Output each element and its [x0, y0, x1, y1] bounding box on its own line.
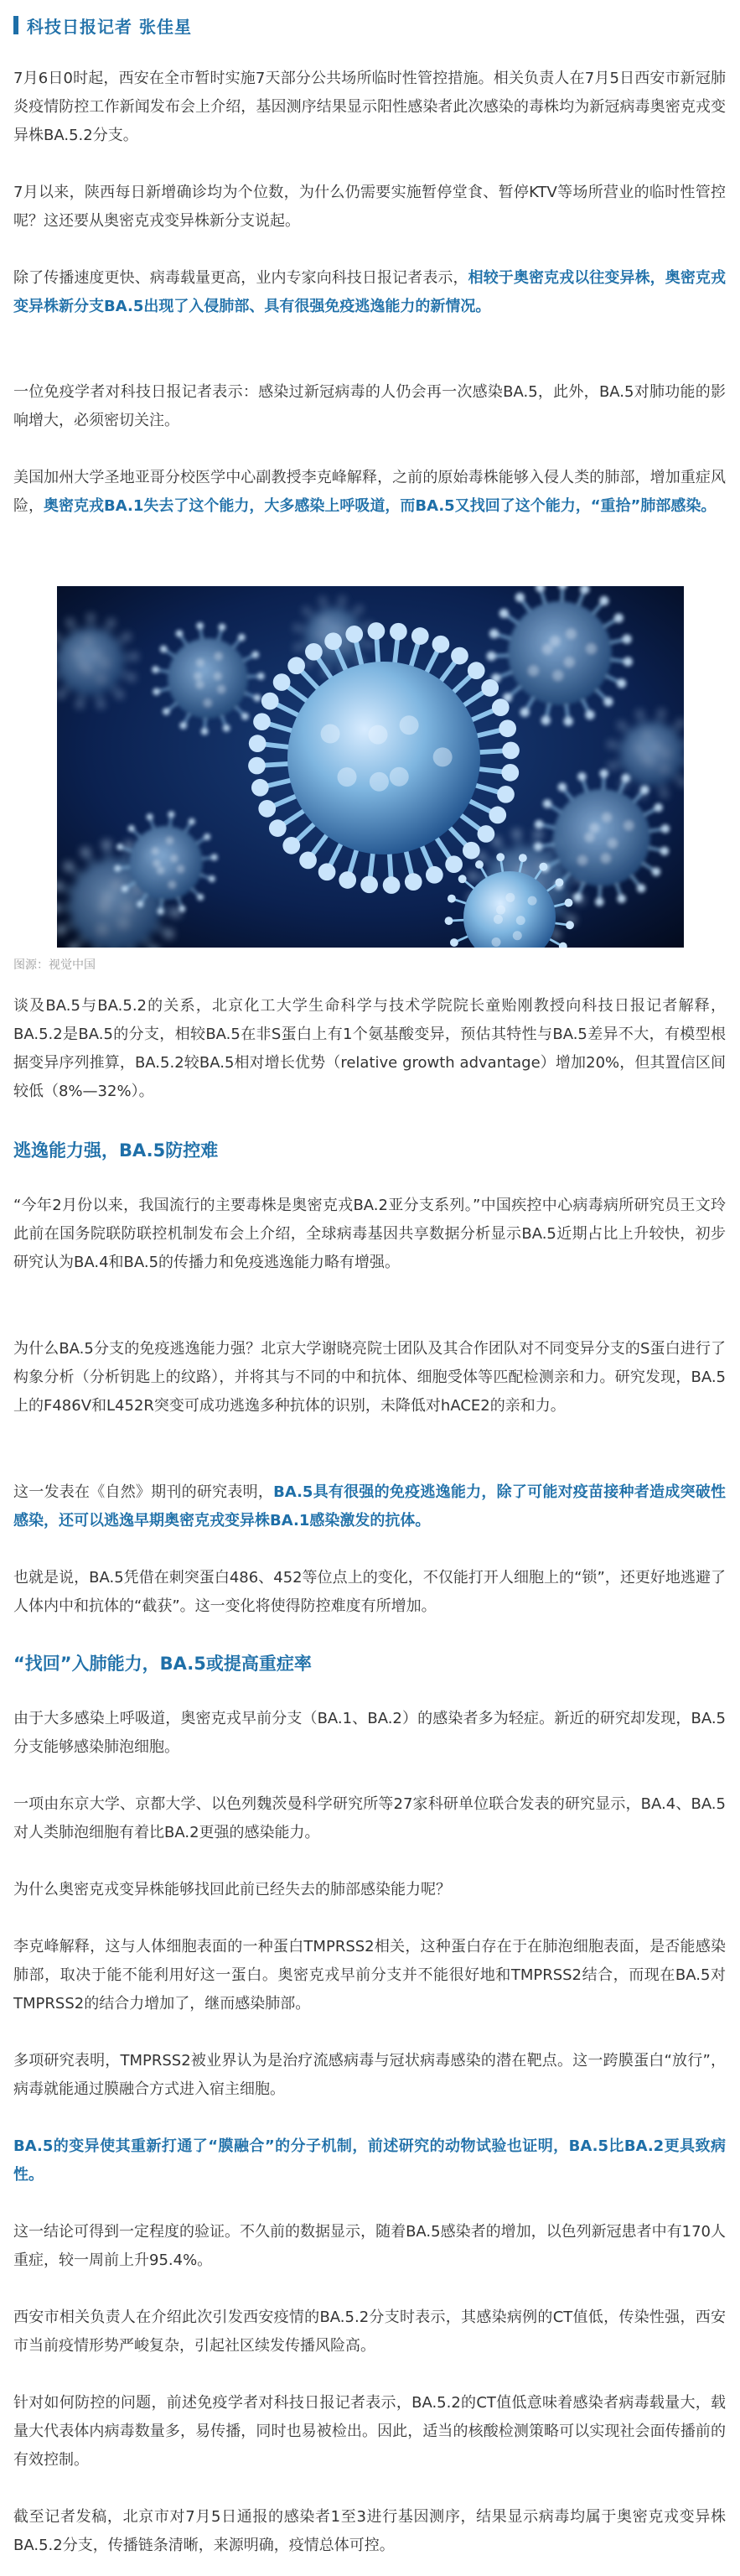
- paragraph-11: 由于大多感染上呼吸道，奥密克戎早前分支（BA.1、BA.2）的感染者多为轻症。新近的研究却发现，BA.5分支能够感染肺泡细胞。: [13, 1710, 726, 1756]
- paragraph-20: 截至记者发稿，北京市对7月5日通报的感染者1至3进行基因测序，结果显示病毒均属于奥密克戎变异株BA.5.2分支，传播链条清晰，来源明确，疫情总体可控。: [13, 2508, 726, 2554]
- paragraph-12: 一项由东京大学、京都大学、以色列魏茨曼科学研究所等27家科研单位联合发表的研究显示，BA.4、BA.5对人类肺泡细胞有着比BA.2更强的感染能力。: [13, 1795, 726, 1841]
- paragraph-10: 也就是说，BA.5凭借在刺突蛋白486、452等位点上的变化，不仅能打开人细胞上的“锁”，还更好地逃避了人体内中和抗体的“截获”。这一变化将使得防控难度有所增加。: [13, 1569, 726, 1615]
- paragraph-3-highlight: 相较于奥密克戎以往变异株，奥密克戎变异株新分支BA.5出现了入侵肺部、具有很强免疫逃逸能力的新情况。: [13, 269, 726, 315]
- subheading-2: “找回”入肺能力，BA.5或提高重症率: [13, 1654, 312, 1674]
- paragraph-5-highlight: 奥密克戎BA.1失去了这个能力，大多感染上呼吸道，而BA.5又找回了这个能力，“重拾”肺部感染。: [44, 497, 717, 515]
- paragraph-18: 西安市相关负责人在介绍此次引发西安疫情的BA.5.2分支时表示，其感染病例的CT值低，传染性强，西安市当前疫情形势严峻复杂，引起社区续发传播风险高。: [13, 2309, 726, 2355]
- virus-illustration: [57, 586, 684, 948]
- paragraph-9: [13, 1478, 726, 1535]
- paragraph-5-text: 美国加州大学圣地亚哥分校医学中心副教授李克峰解释，之前的原始毒株能够入侵人类的肺部，增加重症风险，: [13, 469, 726, 515]
- paragraph-9-text: 这一发表在《自然》期刊的研究表明，: [13, 1483, 274, 1501]
- paragraph-16: BA.5的变异使其重新打通了“膜融合”的分子机制，前述研究的动物试验也证明，BA.5比BA.2更具致病性。: [13, 2137, 726, 2184]
- paragraph-17: 这一结论可得到一定程度的验证。不久前的数据显示，随着BA.5感染者的增加，以色列新冠患者中有170人重症，较一周前上升95.4%。: [13, 2223, 726, 2269]
- paragraph-3: [13, 264, 726, 321]
- reporter-name: 科技日报记者 张佳星: [27, 16, 192, 37]
- paragraph-19: 针对如何防控的问题，前述免疫学者对科技日报记者表示，BA.5.2的CT值低意味着感染者病毒载量大，载量大代表体内病毒数量多，易传播，同时也易被检出。因此，适当的核酸检测策略可以实现社会面传播前的有效控制。: [13, 2394, 726, 2469]
- virus-particle-main: [248, 622, 520, 894]
- subheading-1: 逃逸能力强，BA.5防控难: [13, 1140, 219, 1161]
- byline: [13, 8, 192, 42]
- paragraph-5: [13, 464, 726, 521]
- paragraph-9-highlight: BA.5具有很强的免疫逃逸能力，除了可能对疫苗接种者造成突破性感染，还可以逃逸早期奥密克戎变异株BA.1感染激发的抗体。: [13, 1483, 726, 1530]
- byline-accent-bar: [13, 16, 18, 34]
- paragraph-2: 7月以来，陕西每日新增确诊均为个位数，为什么仍需要实施暂停堂食、暂停KTV等场所营业的临时性管控呢？这还要从奥密克戎变异株新分支说起。: [13, 184, 726, 230]
- virus-image: [57, 586, 684, 948]
- paragraph-7: “今年2月份以来，我国流行的主要毒株是奥密克戎BA.2亚分支系列。”中国疾控中心病毒病所研究员王文玲此前在国务院联防联控机制发布会上介绍，全球病毒基因共享数据分析显示BA.5近期占比上升较快，初步研究认为BA.4和BA.5的传播力和免疫逃逸能力略有增强。: [13, 1197, 726, 1271]
- paragraph-8: 为什么BA.5分支的免疫逃逸能力强？北京大学谢晓亮院士团队及其合作团队对不同变异分支的S蛋白进行了构象分析（分析钥匙上的纹路），并将其与不同的中和抗体、细胞受体等匹配检测亲和力。研究发现，BA.5上的F486V和L452R突变可成功逃逸多种抗体的识别，未降低对hACE2的亲和力。: [13, 1340, 726, 1415]
- image-caption: 图源：视觉中国: [13, 958, 96, 972]
- paragraph-4: 一位免疫学者对科技日报记者表示：感染过新冠病毒的人仍会再一次感染BA.5，此外，BA.5对肺功能的影响增大，必须密切关注。: [13, 383, 726, 429]
- paragraph-1: 7月6日0时起，西安在全市暂时实施7天部分公共场所临时性管控措施。相关负责人在7月5日西安市新冠肺炎疫情防控工作新闻发布会上介绍，基因测序结果显示阳性感染者此次感染的毒株均为新冠病毒奥密克戎变异株BA.5.2分支。: [13, 70, 726, 144]
- paragraph-15: 多项研究表明，TMPRSS2被业界认为是治疗流感病毒与冠状病毒感染的潜在靶点。这一跨膜蛋白“放行”，病毒就能通过膜融合方式进入宿主细胞。: [13, 2052, 726, 2098]
- paragraph-6: 谈及BA.5与BA.5.2的关系，北京化工大学生命科学与技术学院院长童贻刚教授向科技日报记者解释，BA.5.2是BA.5的分支，相较BA.5在非S蛋白上有1个氨基酸变异，预估其特性与BA.5差异不大，有模型根据变异序列推算，BA.5.2较BA.5相对增长优势（relative growth advantage）增加20%，但其置信区间较低（8%—32%）。: [13, 997, 726, 1100]
- paragraph-13: 为什么奥密克戎变异株能够找回此前已经失去的肺部感染能力呢？: [13, 1881, 451, 1898]
- paragraph-14: 李克峰解释，这与人体细胞表面的一种蛋白TMPRSS2相关，这种蛋白存在于在肺泡细胞表面，是否能感染肺部，取决于能不能利用好这一蛋白。奥密克戎早前分支并不能很好地和TMPRSS2结合，而现在BA.5对TMPRSS2的结合力增加了，继而感染肺部。: [13, 1938, 726, 2012]
- paragraph-3-text: 除了传播速度更快、病毒载量更高，业内专家向科技日报记者表示，: [13, 269, 468, 287]
